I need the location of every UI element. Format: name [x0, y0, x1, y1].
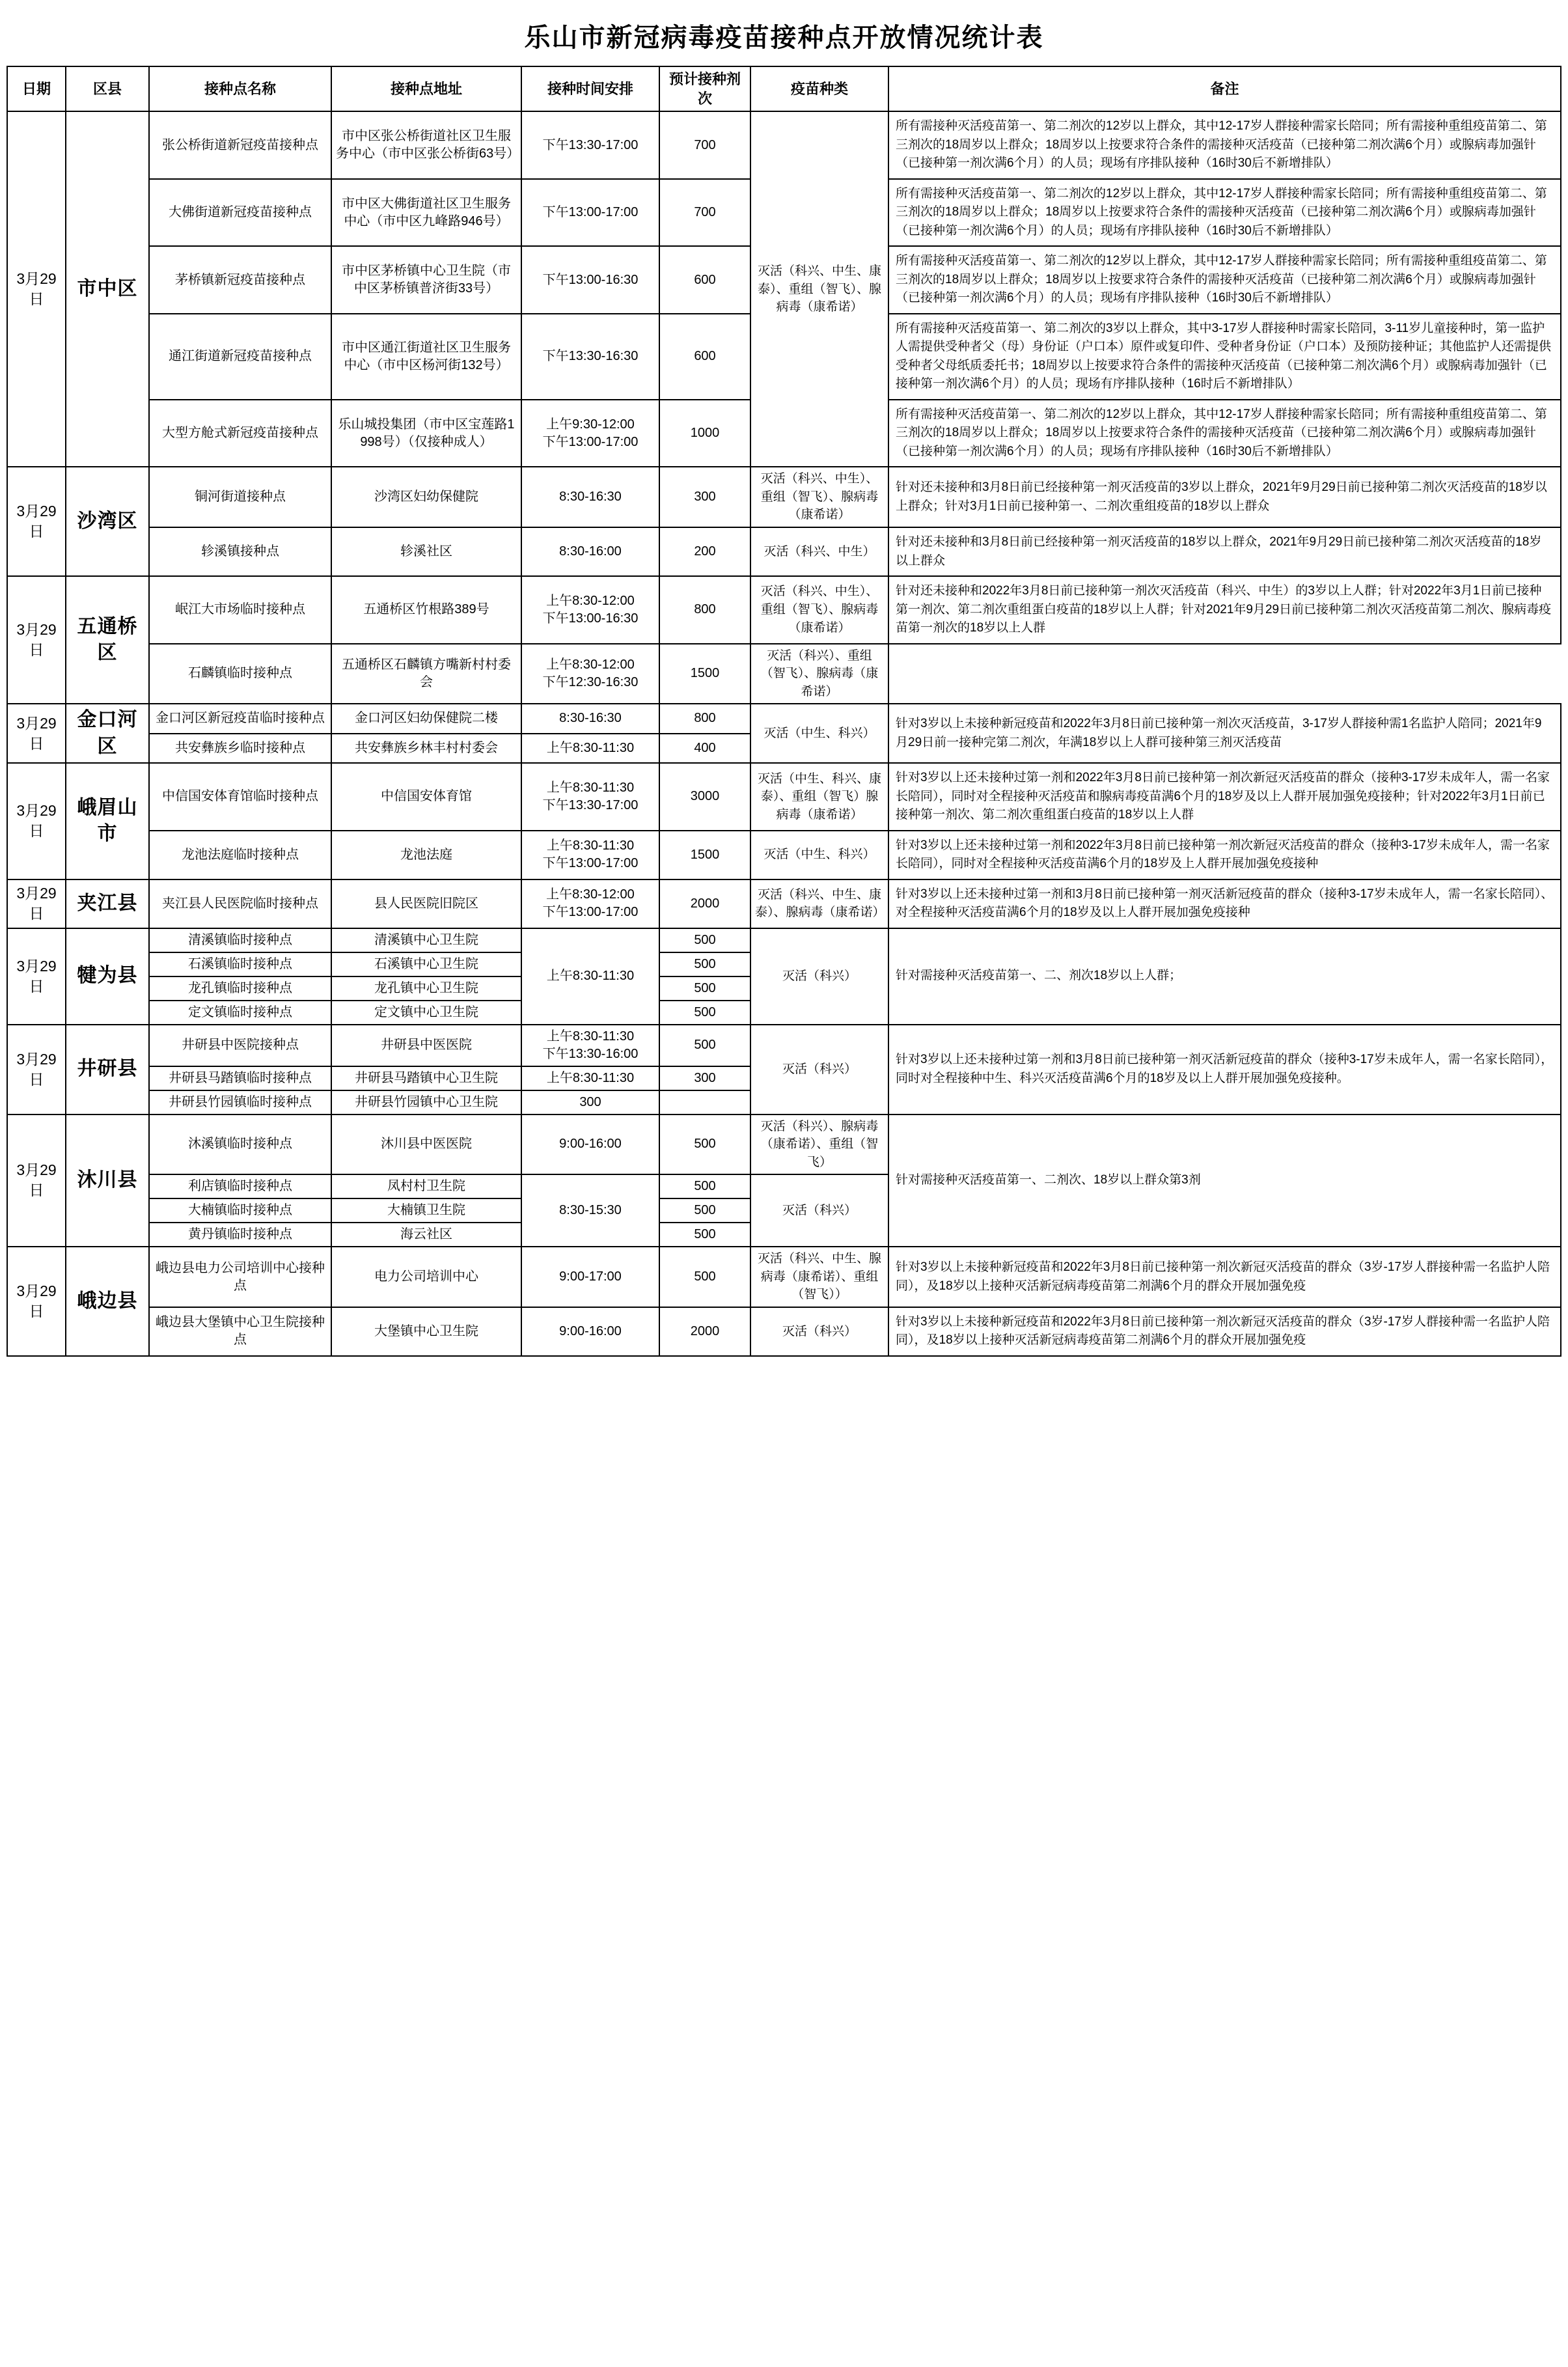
cell-dose: 800 [659, 704, 750, 734]
table-row [7, 831, 1561, 879]
cell-remark: 针对3岁以上还未接种过第一剂和3月8日前已接种第一剂灭活新冠疫苗的群众（接种3-17岁未成年人，需一名家长陪同），同时对全程接种中生、科兴灭活疫苗满6个月的18岁及以上人群开展加强免疫接种。 [888, 1025, 1561, 1114]
cell-time: 上午8:30-12:00 下午13:00-17:00 [521, 879, 659, 928]
cell-dose: 300 [659, 1066, 750, 1090]
table-row [7, 111, 1561, 179]
cell-remark: 针对3岁以上未接种新冠疫苗和2022年3月8日前已接种第一剂次灭活疫苗，3-17岁人群接种需1名监护人陪同；2021年9月29日前一接种完第二剂次，年满18岁以上人群可接种第三剂灭活疫苗 [888, 704, 1561, 763]
cell-time: 上午8:30-11:30 下午13:30-17:00 [521, 763, 659, 831]
cell-time: 上午8:30-11:30 [521, 734, 659, 764]
cell-date: 3月29日 [7, 576, 66, 704]
cell-time: 8:30-16:00 [521, 527, 659, 576]
cell-site-name: 定文镇临时接种点 [149, 1001, 331, 1025]
cell-dose: 2000 [659, 879, 750, 928]
cell-site-name: 利店镇临时接种点 [149, 1174, 331, 1198]
table-header [7, 66, 1561, 111]
cell-vaccine-type: 灭活（科兴） [750, 1025, 888, 1114]
cell-vaccine-type: 灭活（科兴）、重组（智飞）、腺病毒（康希诺） [750, 644, 888, 704]
cell-dose: 700 [659, 179, 750, 247]
cell-vaccine-type: 灭活（科兴、中生） [750, 527, 888, 576]
table-row [7, 527, 1561, 576]
cell-time: 上午8:30-12:00 下午13:00-16:30 [521, 576, 659, 644]
cell-remark: 所有需接种灭活疫苗第一、第二剂次的3岁以上群众，其中3-17岁人群接种时需家长陪同，3-11岁儿童接种时，第一监护人需提供受种者父（母）身份证（户口本）原件或复印件、受种者身份证（户口本）及预防接种证；其他监护人还需提供受种者父母纸质委托书；18周岁以上按要求符合条件的需接种灭活疫苗（已接种第二剂次满6个月）或腺病毒加强针（已接种第一剂次满6个月）的人员；现场有序排队接种（16时后不新增排队） [888, 314, 1561, 400]
cell-dose: 500 [659, 952, 750, 976]
cell-date: 3月29日 [7, 1025, 66, 1114]
cell-site-name: 夹江县人民医院临时接种点 [149, 879, 331, 928]
cell-remark: 针对还未接种和3月8日前已经接种第一剂灭活疫苗的3岁以上群众，2021年9月29日前已接种第二剂次灭活疫苗的18岁以上群众；针对3月1日前已接种第一、二剂次重组疫苗的18岁以上群众 [888, 467, 1561, 527]
table-body [7, 111, 1561, 1356]
cell-site-name: 清溪镇临时接种点 [149, 928, 331, 952]
cell-vaccine-type: 灭活（中生、科兴） [750, 831, 888, 879]
cell-vaccine-type: 灭活（中生、科兴） [750, 704, 888, 763]
cell-site-name: 龙孔镇临时接种点 [149, 976, 331, 1001]
cell-date: 3月29日 [7, 1247, 66, 1356]
cell-site-address: 凤村村卫生院 [331, 1174, 521, 1198]
cell-dose: 500 [659, 1001, 750, 1025]
cell-time: 下午13:30-17:00 [521, 111, 659, 179]
cell-site-name: 沐溪镇临时接种点 [149, 1114, 331, 1175]
cell-vaccine-type: 灭活（科兴）、腺病毒（康希诺）、重组（智飞） [750, 1114, 888, 1175]
cell-site-address: 市中区通江街道社区卫生服务中心（市中区杨河街132号） [331, 314, 521, 400]
cell-remark: 针对3岁以上未接种新冠疫苗和2022年3月8日前已接种第一剂次新冠灭活疫苗的群众（3岁-17岁人群接种需一名监护人陪同），及18岁以上接种灭活新冠病毒疫苗第二剂满6个月的群众开展加强免疫 [888, 1307, 1561, 1356]
cell-remark: 针对还未接种和3月8日前已经接种第一剂灭活疫苗的18岁以上群众，2021年9月29日前已接种第二剂次灭活疫苗的18岁以上群众 [888, 527, 1561, 576]
cell-site-address: 沙湾区妇幼保健院 [331, 467, 521, 527]
cell-vaccine-type: 灭活（科兴） [750, 1174, 888, 1247]
cell-remark: 针对3岁以上未接种新冠疫苗和2022年3月8日前已接种第一剂次新冠灭活疫苗的群众（3岁-17岁人群接种需一名监护人陪同），及18岁以上接种灭活新冠病毒疫苗第二剂满6个月的群众开展加强免疫 [888, 1247, 1561, 1307]
cell-site-name: 井研县中医院接种点 [149, 1025, 331, 1066]
cell-dose: 500 [659, 928, 750, 952]
cell-site-address: 清溪镇中心卫生院 [331, 928, 521, 952]
cell-time: 9:00-16:00 [521, 1114, 659, 1175]
cell-site-name: 峨边县电力公司培训中心接种点 [149, 1247, 331, 1307]
cell-site-address: 定文镇中心卫生院 [331, 1001, 521, 1025]
cell-site-name: 龙池法庭临时接种点 [149, 831, 331, 879]
cell-dose: 300 [659, 467, 750, 527]
cell-site-name: 石溪镇临时接种点 [149, 952, 331, 976]
cell-site-address: 县人民医院旧院区 [331, 879, 521, 928]
cell-site-name: 峨边县大堡镇中心卫生院接种点 [149, 1307, 331, 1356]
header-site-address: 接种点地址 [331, 66, 521, 111]
cell-site-name: 大佛街道新冠疫苗接种点 [149, 179, 331, 247]
cell-dose: 400 [659, 734, 750, 764]
cell-site-address: 乐山城投集团（市中区宝莲路1998号）（仅接种成人） [331, 400, 521, 467]
cell-dose: 800 [659, 576, 750, 644]
cell-site-name: 大型方舱式新冠疫苗接种点 [149, 400, 331, 467]
cell-date: 3月29日 [7, 763, 66, 879]
cell-vaccine-type: 灭活（科兴、中生）、重组（智飞）、腺病毒（康希诺） [750, 576, 888, 644]
cell-site-name: 中信国安体育馆临时接种点 [149, 763, 331, 831]
cell-date: 3月29日 [7, 928, 66, 1025]
cell-site-address: 大堡镇中心卫生院 [331, 1307, 521, 1356]
cell-vaccine-type: 灭活（中生、科兴、康泰）、重组（智飞）腺病毒（康希诺） [750, 763, 888, 831]
cell-remark: 所有需接种灭活疫苗第一、第二剂次的12岁以上群众，其中12-17岁人群接种需家长陪同；所有需接种重组疫苗第二、第三剂次的18周岁以上群众；18周岁以上按要求符合条件的需接种灭活疫苗（已接种第二剂次满6个月）或腺病毒加强针（已接种第一剂次满6个月）的人员；现场有序排队接种（16时30后不新增排队） [888, 400, 1561, 467]
cell-site-address: 五通桥区竹根路389号 [331, 576, 521, 644]
header-vaccine-type: 疫苗种类 [750, 66, 888, 111]
cell-dose: 500 [659, 1025, 750, 1066]
cell-site-name: 通江街道新冠疫苗接种点 [149, 314, 331, 400]
table-row [7, 644, 1561, 704]
header-dose: 预计接种剂次 [659, 66, 750, 111]
header-row [7, 66, 1561, 111]
cell-site-address: 龙孔镇中心卫生院 [331, 976, 521, 1001]
table-row [7, 879, 1561, 928]
cell-site-name: 金口河区新冠疫苗临时接种点 [149, 704, 331, 734]
cell-dose: 1500 [659, 831, 750, 879]
cell-site-address: 井研县中医医院 [331, 1025, 521, 1066]
table-row [7, 1307, 1561, 1356]
table-row [7, 1114, 1561, 1175]
cell-remark: 针对需接种灭活疫苗第一、二、剂次18岁以上人群； [888, 928, 1561, 1025]
cell-time: 8:30-16:30 [521, 467, 659, 527]
cell-site-address: 金口河区妇幼保健院二楼 [331, 704, 521, 734]
table-row [7, 1025, 1561, 1066]
table-row [7, 467, 1561, 527]
header-remark: 备注 [888, 66, 1561, 111]
cell-site-name: 井研县竹园镇临时接种点 [149, 1090, 331, 1114]
cell-district: 金口河区 [66, 704, 149, 763]
cell-site-address: 井研县竹园镇中心卫生院 [331, 1090, 521, 1114]
cell-site-address: 海云社区 [331, 1223, 521, 1247]
cell-site-address: 井研县马踏镇中心卫生院 [331, 1066, 521, 1090]
cell-dose: 500 [659, 1223, 750, 1247]
cell-time: 8:30-16:30 [521, 704, 659, 734]
cell-district: 井研县 [66, 1025, 149, 1114]
cell-dose: 600 [659, 246, 750, 314]
cell-site-address: 中信国安体育馆 [331, 763, 521, 831]
cell-remark: 针对3岁以上还未接种过第一剂和2022年3月8日前已接种第一剂次新冠灭活疫苗的群众（接种3-17岁未成年人，需一名家长陪同），同时对全程接种灭活疫苗和腺病毒疫苗满6个月的18岁及以上人群开展加强免疫接种；针对2022年3月1日前已接种第一剂次、第二剂次重组蛋白疫苗的18岁以上人群 [888, 763, 1561, 831]
cell-remark: 所有需接种灭活疫苗第一、第二剂次的12岁以上群众，其中12-17岁人群接种需家长陪同；所有需接种重组疫苗第二、第三剂次的18周岁以上群众；18周岁以上按要求符合条件的需接种灭活疫苗（已接种第二剂次满6个月）或腺病毒加强针（已接种第一剂次满6个月）的人员；现场有序排队接种（16时30后不新增排队） [888, 111, 1561, 179]
cell-date: 3月29日 [7, 467, 66, 576]
cell-district: 沙湾区 [66, 467, 149, 576]
cell-site-address: 电力公司培训中心 [331, 1247, 521, 1307]
cell-remark: 针对3岁以上还未接种过第一剂和3月8日前已接种第一剂灭活新冠疫苗的群众（接种3-17岁未成年人，需一名家长陪同）、对全程接种灭活疫苗满6个月的18岁及以上人群开展加强免疫接种 [888, 879, 1561, 928]
cell-date: 3月29日 [7, 111, 66, 467]
cell-site-address: 石溪镇中心卫生院 [331, 952, 521, 976]
cell-site-address: 大楠镇卫生院 [331, 1198, 521, 1223]
cell-site-address: 龙池法庭 [331, 831, 521, 879]
cell-site-name: 共安彝族乡临时接种点 [149, 734, 331, 764]
cell-time: 上午8:30-12:00 下午12:30-16:30 [521, 644, 659, 704]
cell-site-name: 张公桥街道新冠疫苗接种点 [149, 111, 331, 179]
cell-vaccine-type: 灭活（科兴） [750, 928, 888, 1025]
header-site-name: 接种点名称 [149, 66, 331, 111]
cell-time: 9:00-17:00 [521, 1247, 659, 1307]
cell-district: 市中区 [66, 111, 149, 467]
cell-dose: 300 [521, 1090, 659, 1114]
cell-dose: 500 [659, 1198, 750, 1223]
cell-time: 上午8:30-11:30 下午13:30-16:00 [521, 1025, 659, 1066]
page-title: 乐山市新冠病毒疫苗接种点开放情况统计表 [524, 23, 1044, 52]
cell-vaccine-type: 灭活（科兴、中生、康泰）、重组（智飞）、腺病毒（康希诺） [750, 111, 888, 467]
cell-dose: 700 [659, 111, 750, 179]
cell-site-name: 轸溪镇接种点 [149, 527, 331, 576]
cell-vaccine-type: 灭活（科兴、中生）、重组（智飞）、腺病毒（康希诺） [750, 467, 888, 527]
cell-dose: 600 [659, 314, 750, 400]
cell-site-name: 茅桥镇新冠疫苗接种点 [149, 246, 331, 314]
cell-district: 峨眉山市 [66, 763, 149, 879]
cell-time: 上午8:30-11:30 [521, 928, 659, 1025]
cell-remark: 针对还未接种和2022年3月8日前已接种第一剂次灭活疫苗（科兴、中生）的3岁以上人群；针对2022年3月1日前已接种第一剂次、第二剂次重组蛋白疫苗的18岁以上人群；针对2021年9月29日前已接种第二剂次灭活疫苗第二剂次、腺病毒疫苗第一剂次的18岁以上人群 [888, 576, 1561, 644]
cell-date: 3月29日 [7, 1114, 66, 1247]
cell-time: 下午13:30-16:30 [521, 314, 659, 400]
cell-time: 下午13:00-17:00 [521, 179, 659, 247]
cell-dose: 500 [659, 1114, 750, 1175]
cell-dose: 1000 [659, 400, 750, 467]
cell-site-name: 大楠镇临时接种点 [149, 1198, 331, 1223]
cell-dose: 3000 [659, 763, 750, 831]
table-row [7, 1247, 1561, 1307]
cell-district: 峨边县 [66, 1247, 149, 1356]
cell-dose: 200 [659, 527, 750, 576]
cell-time: 9:00-16:00 [521, 1307, 659, 1356]
vaccination-sites-table [7, 66, 1561, 1357]
cell-district: 五通桥区 [66, 576, 149, 704]
cell-site-name: 岷江大市场临时接种点 [149, 576, 331, 644]
cell-dose: 500 [659, 1174, 750, 1198]
table-row [7, 928, 1561, 952]
cell-dose: 500 [659, 1247, 750, 1307]
cell-district: 犍为县 [66, 928, 149, 1025]
cell-vaccine-type: 灭活（科兴） [750, 1307, 888, 1356]
cell-time: 下午13:00-16:30 [521, 246, 659, 314]
header-time: 接种时间安排 [521, 66, 659, 111]
cell-site-name: 黄丹镇临时接种点 [149, 1223, 331, 1247]
cell-time: 8:30-15:30 [521, 1174, 659, 1247]
cell-site-address: 市中区大佛街道社区卫生服务中心（市中区九峰路946号） [331, 179, 521, 247]
cell-dose: 2000 [659, 1307, 750, 1356]
cell-site-address: 市中区张公桥街道社区卫生服务中心（市中区张公桥街63号） [331, 111, 521, 179]
table-row [7, 576, 1561, 644]
table-row [7, 763, 1561, 831]
cell-date: 3月29日 [7, 879, 66, 928]
cell-site-address: 轸溪社区 [331, 527, 521, 576]
cell-date: 3月29日 [7, 704, 66, 763]
cell-remark: 针对需接种灭活疫苗第一、二剂次、18岁以上群众第3剂 [888, 1114, 1561, 1247]
cell-site-address: 市中区茅桥镇中心卫生院（市中区茅桥镇普济街33号） [331, 246, 521, 314]
cell-site-address: 共安彝族乡林丰村村委会 [331, 734, 521, 764]
cell-time: 上午8:30-11:30 下午13:00-17:00 [521, 831, 659, 879]
header-date: 日期 [7, 66, 66, 111]
cell-district: 沐川县 [66, 1114, 149, 1247]
cell-vaccine-type: 灭活（科兴、中生、腺病毒（康希诺）、重组（智飞）） [750, 1247, 888, 1307]
cell-site-address: 沐川县中医医院 [331, 1114, 521, 1175]
cell-vaccine-type: 灭活（科兴、中生、康泰）、腺病毒（康希诺） [750, 879, 888, 928]
cell-site-name: 石麟镇临时接种点 [149, 644, 331, 704]
cell-remark: 所有需接种灭活疫苗第一、第二剂次的12岁以上群众，其中12-17岁人群接种需家长陪同；所有需接种重组疫苗第二、第三剂次的18周岁以上群众；18周岁以上按要求符合条件的需接种灭活疫苗（已接种第二剂次满6个月）或腺病毒加强针（已接种第一剂次满6个月）的人员；现场有序排队接种（16时30后不新增排队） [888, 179, 1561, 247]
cell-site-name: 铜河街道接种点 [149, 467, 331, 527]
header-district: 区县 [66, 66, 149, 111]
cell-time: 上午9:30-12:00 下午13:00-17:00 [521, 400, 659, 467]
cell-district: 夹江县 [66, 879, 149, 928]
cell-dose: 500 [659, 976, 750, 1001]
cell-site-address: 五通桥区石麟镇方嘴新村村委会 [331, 644, 521, 704]
table-row [7, 704, 1561, 734]
cell-site-name: 井研县马踏镇临时接种点 [149, 1066, 331, 1090]
cell-time: 上午8:30-11:30 [521, 1066, 659, 1090]
cell-remark: 针对3岁以上还未接种过第一剂和2022年3月8日前已接种第一剂次新冠灭活疫苗的群众（接种3-17岁未成年人，需一名家长陪同），同时对全程接种灭活疫苗满6个月的18岁及上人群开展加强免疫接种 [888, 831, 1561, 879]
cell-remark: 所有需接种灭活疫苗第一、第二剂次的12岁以上群众，其中12-17岁人群接种需家长陪同；所有需接种重组疫苗第二、第三剂次的18周岁以上群众；18周岁以上按要求符合条件的需接种灭活疫苗（已接种第二剂次满6个月）或腺病毒加强针（已接种第一剂次满6个月）的人员；现场有序排队接种（16时30后不新增排队） [888, 246, 1561, 314]
cell-dose: 1500 [659, 644, 750, 704]
